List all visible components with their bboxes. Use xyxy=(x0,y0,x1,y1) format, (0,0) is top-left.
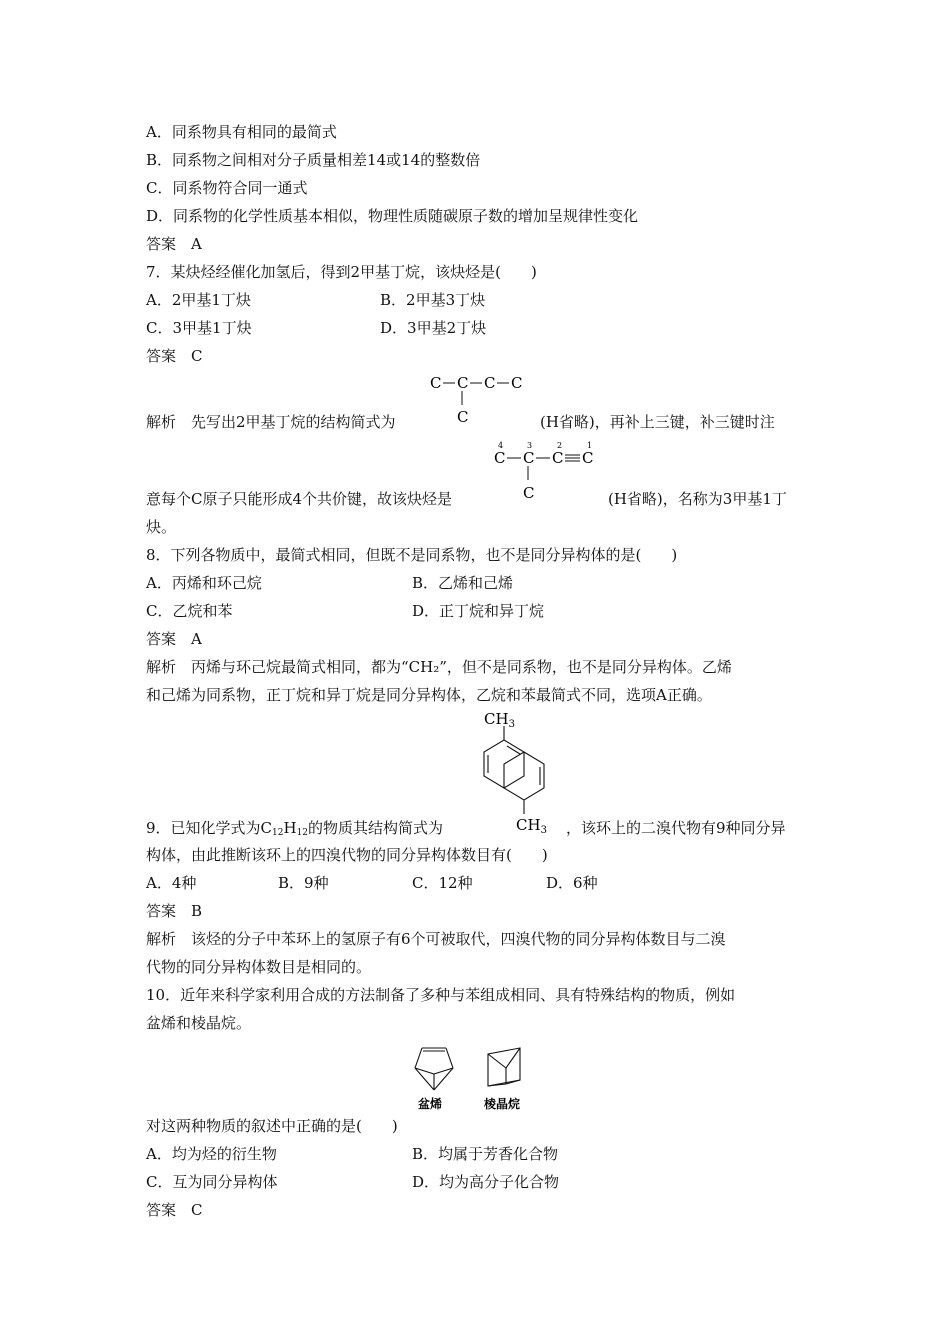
svg-text:C: C xyxy=(523,449,535,467)
svg-text:C: C xyxy=(511,374,523,392)
q10-stem-1: 10．近年来科学家利用合成的方法制备了多种与苯组成相同、具有特殊结构的物质，例如 xyxy=(146,986,736,1004)
q7-stem: 7．某炔烃经催化加氢后，得到2甲基丁烷，该炔烃是( ) xyxy=(146,263,537,281)
q9-stem-2: 构体，由此推断该环上的四溴代物的同分异构体数目有( ) xyxy=(146,846,548,864)
q8-option-d: D．正丁烷和异丁烷 xyxy=(412,602,545,620)
q10-option-b: B．均属于芳香化合物 xyxy=(412,1145,559,1163)
q6-answer: 答案 A xyxy=(146,235,202,253)
q9-option-c: C．12种 xyxy=(412,874,473,892)
svg-text:4: 4 xyxy=(498,441,504,450)
svg-text:C: C xyxy=(523,484,535,502)
svg-text:CH3: $CH_3$ xyxy=(516,816,547,836)
q8-option-a: A．丙烯和环己烷 xyxy=(146,574,262,592)
q7-option-d: D．3甲基2丁炔 xyxy=(380,319,487,337)
svg-text:棱晶烷: 棱晶烷 xyxy=(484,1097,521,1111)
svg-text:1: 1 xyxy=(587,441,593,450)
q7-option-a: A．2甲基1丁炔 xyxy=(146,291,251,309)
q9-option-b: B．9种 xyxy=(278,874,329,892)
svg-text:C: C xyxy=(457,374,469,392)
q7-answer: 答案 C xyxy=(146,347,203,365)
svg-text:C: C xyxy=(457,408,469,426)
svg-text:盆烯: 盆烯 xyxy=(418,1097,443,1111)
q6-option-d: D．同系物的化学性质基本相似，物理性质随碳原子数的增加呈规律性变化 xyxy=(146,207,639,225)
q8-option-c: C．乙烷和苯 xyxy=(146,602,233,620)
q7-explanation-1b: (H省略)，再补上三键，补三键时注 xyxy=(540,413,775,431)
q8-option-b: B．乙烯和己烯 xyxy=(412,574,514,592)
svg-text:CH3: $CH_3$ xyxy=(484,710,515,730)
q9-stem: 9．已知化学式为$C_{12}H_{12}$的物质其结构简式为 xyxy=(146,819,444,838)
q8-stem: 8．下列各物质中，最简式相同，但既不是同系物，也不是同分异构体的是( ) xyxy=(146,546,678,564)
q6-option-c: C．同系物符合同一通式 xyxy=(146,179,308,197)
q7-option-b: B．2甲基3丁炔 xyxy=(380,291,486,309)
q7-option-c: C．3甲基1丁炔 xyxy=(146,319,252,337)
q9-option-d: D．6种 xyxy=(546,874,598,892)
svg-text:C: C xyxy=(582,449,594,467)
q7-explanation-2a: 意每个C原子只能形成4个共价键，故该炔烃是 xyxy=(146,490,453,508)
q9-explanation-1: 解析 该烃的分子中苯环上的氢原子有6个可被取代，四溴代物的同分异构体数目与二溴 xyxy=(146,930,726,948)
q8-answer: 答案 A xyxy=(146,630,202,648)
q10-option-a: A．均为烃的衍生物 xyxy=(146,1145,277,1163)
q8-explanation-2: 和己烯为同系物，正丁烷和异丁烷是同分异构体，乙烷和苯最简式不同，选项A正确。 xyxy=(146,686,712,704)
q8-explanation-1: 解析 丙烯与环己烷最简式相同，都为“CH₂”，但不是同系物，也不是同分异构体。乙烯 xyxy=(146,658,732,676)
q7-explanation-2b: (H省略)，名称为3甲基1丁 xyxy=(608,490,787,508)
q10-option-d: D．均为高分子化合物 xyxy=(412,1173,560,1191)
q7-explanation-1a: 解析 先写出2甲基丁烷的结构简式为 xyxy=(146,413,396,431)
q9-answer: 答案 B xyxy=(146,902,203,920)
q10-stem-2: 盆烯和棱晶烷。 xyxy=(146,1014,252,1032)
q9-option-a: A．4种 xyxy=(146,874,197,892)
svg-text:C: C xyxy=(552,449,564,467)
q10-stem-3: 对这两种物质的叙述中正确的是( ) xyxy=(146,1117,398,1135)
q9-explanation-2: 代物的同分异构体数目是相同的。 xyxy=(146,958,372,976)
q6-option-a: A．同系物具有相同的最简式 xyxy=(146,123,337,141)
q10-answer: 答案 C xyxy=(146,1201,203,1219)
q10-option-c: C．互为同分异构体 xyxy=(146,1173,278,1191)
svg-text:C: C xyxy=(494,449,506,467)
svg-text:3: 3 xyxy=(527,441,533,450)
methylbutyne-structure xyxy=(492,440,602,506)
dimethylnaphthalene-structure xyxy=(462,708,562,836)
q6-option-b: B．同系物之间相对分子质量相差14或14的整数倍 xyxy=(146,151,481,169)
q7-explanation-3: 炔。 xyxy=(146,518,177,536)
methylbutane-structure xyxy=(426,372,536,432)
q9-stem-end: ，该环上的二溴代物有9种同分异 xyxy=(566,819,786,837)
benzvalene-prismane-structures xyxy=(410,1040,540,1112)
svg-text:C: C xyxy=(484,374,496,392)
svg-text:C: C xyxy=(430,374,442,392)
svg-text:2: 2 xyxy=(557,441,563,450)
